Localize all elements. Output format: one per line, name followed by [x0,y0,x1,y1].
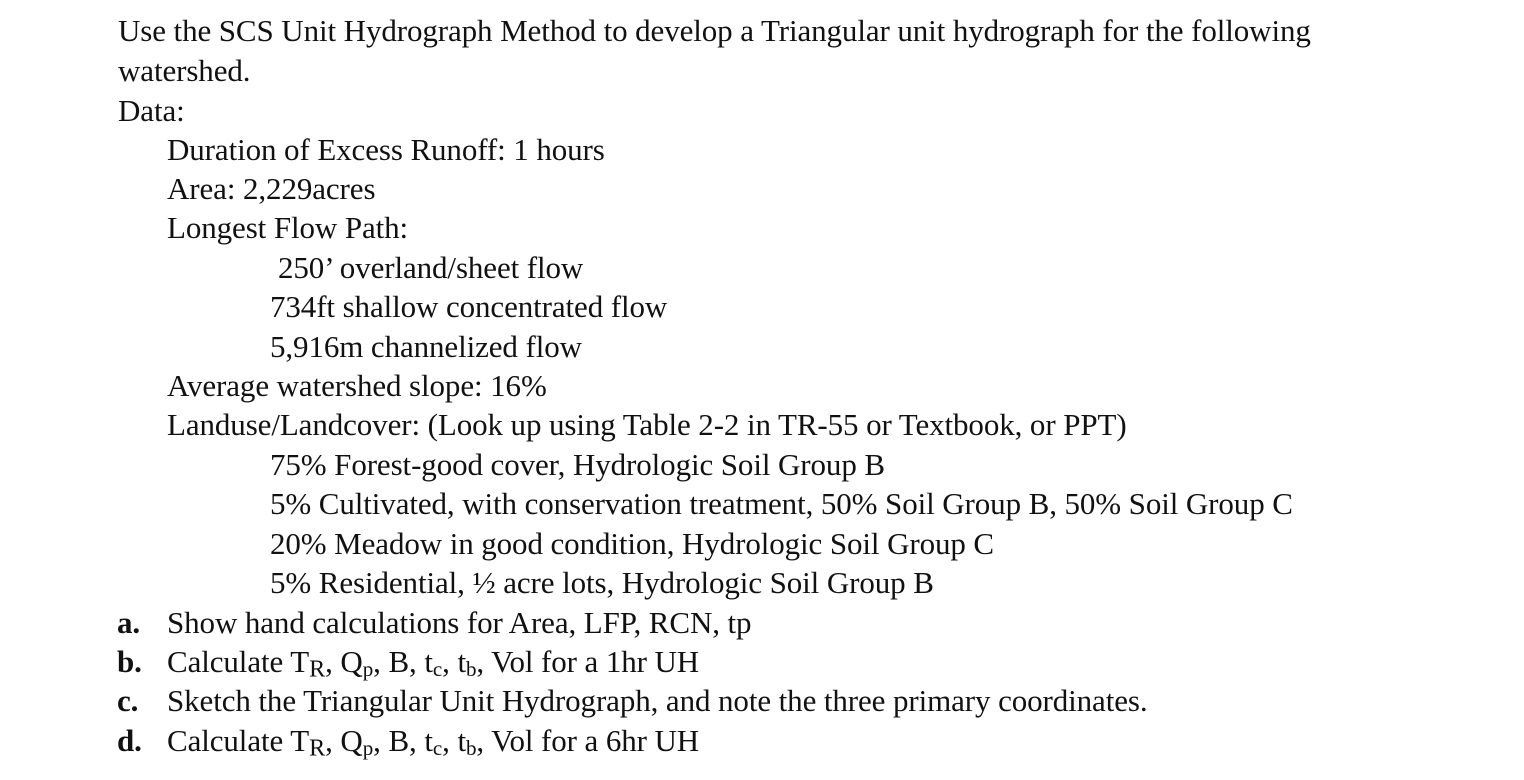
slope-line: Average watershed slope: 16% [167,368,547,403]
question-b-sub-b: b [465,656,477,681]
question-b-text [167,643,699,681]
question-b-label: b. [117,644,142,679]
intro-line-1: Use the SCS Unit Hydrograph Method to develop a Triangular unit hydrograph for the following [118,13,1311,48]
lfp-heading: Longest Flow Path: [167,210,409,245]
question-b-mid1: , Q [325,644,363,679]
question-b-sub-r: R [309,655,326,683]
question-d-post: , Vol for a 6hr UH [476,723,700,758]
question-b-post: , Vol for a 1hr UH [476,644,700,679]
question-b-sub-p: p [362,656,374,681]
landuse-item-residential: 5% Residential, ½ acre lots, Hydrologic Soil Group B [270,565,934,600]
question-a-text: Show hand calculations for Area, LFP, RCN, tp [167,605,752,640]
question-b-sub-c: c [432,656,443,681]
question-d-mid2: , B, t [373,723,433,758]
question-d-text [167,722,699,760]
lfp-item-overland: 250’ overland/sheet flow [278,250,584,285]
question-c-label: c. [117,683,139,718]
lfp-item-channel: 5,916m channelized flow [270,329,582,364]
question-b-pre: Calculate T [167,644,310,679]
question-d-mid3: , t [442,723,466,758]
landuse-heading: Landuse/Landcover: (Look up using Table 2-2 in TR-55 or Textbook, or PPT) [167,407,1127,442]
question-d-mid1: , Q [325,723,363,758]
intro-line-2: watershed. [118,53,251,88]
question-d-pre: Calculate T [167,723,310,758]
landuse-item-cultivated: 5% Cultivated, with conservation treatment, 50% Soil Group B, 50% Soil Group C [270,486,1293,521]
landuse-item-forest: 75% Forest-good cover, Hydrologic Soil Group B [270,447,885,482]
question-d-label: d. [117,723,142,758]
lfp-item-shallow: 734ft shallow concentrated flow [270,289,668,324]
area-line: Area: 2,229acres [167,171,376,206]
question-d-sub-c: c [432,735,443,760]
question-b-mid2: , B, t [373,644,433,679]
data-heading: Data: [118,93,185,128]
landuse-item-meadow: 20% Meadow in good condition, Hydrologic Soil Group C [270,526,995,561]
question-c-text: Sketch the Triangular Unit Hydrograph, and note the three primary coordinates. [167,683,1148,718]
question-b-mid3: , t [442,644,466,679]
question-a-label: a. [117,605,141,640]
question-d-sub-b: b [465,735,477,760]
question-d-sub-p: p [362,735,374,760]
duration-line: Duration of Excess Runoff: 1 hours [167,132,605,167]
question-d-sub-r: R [309,734,326,762]
